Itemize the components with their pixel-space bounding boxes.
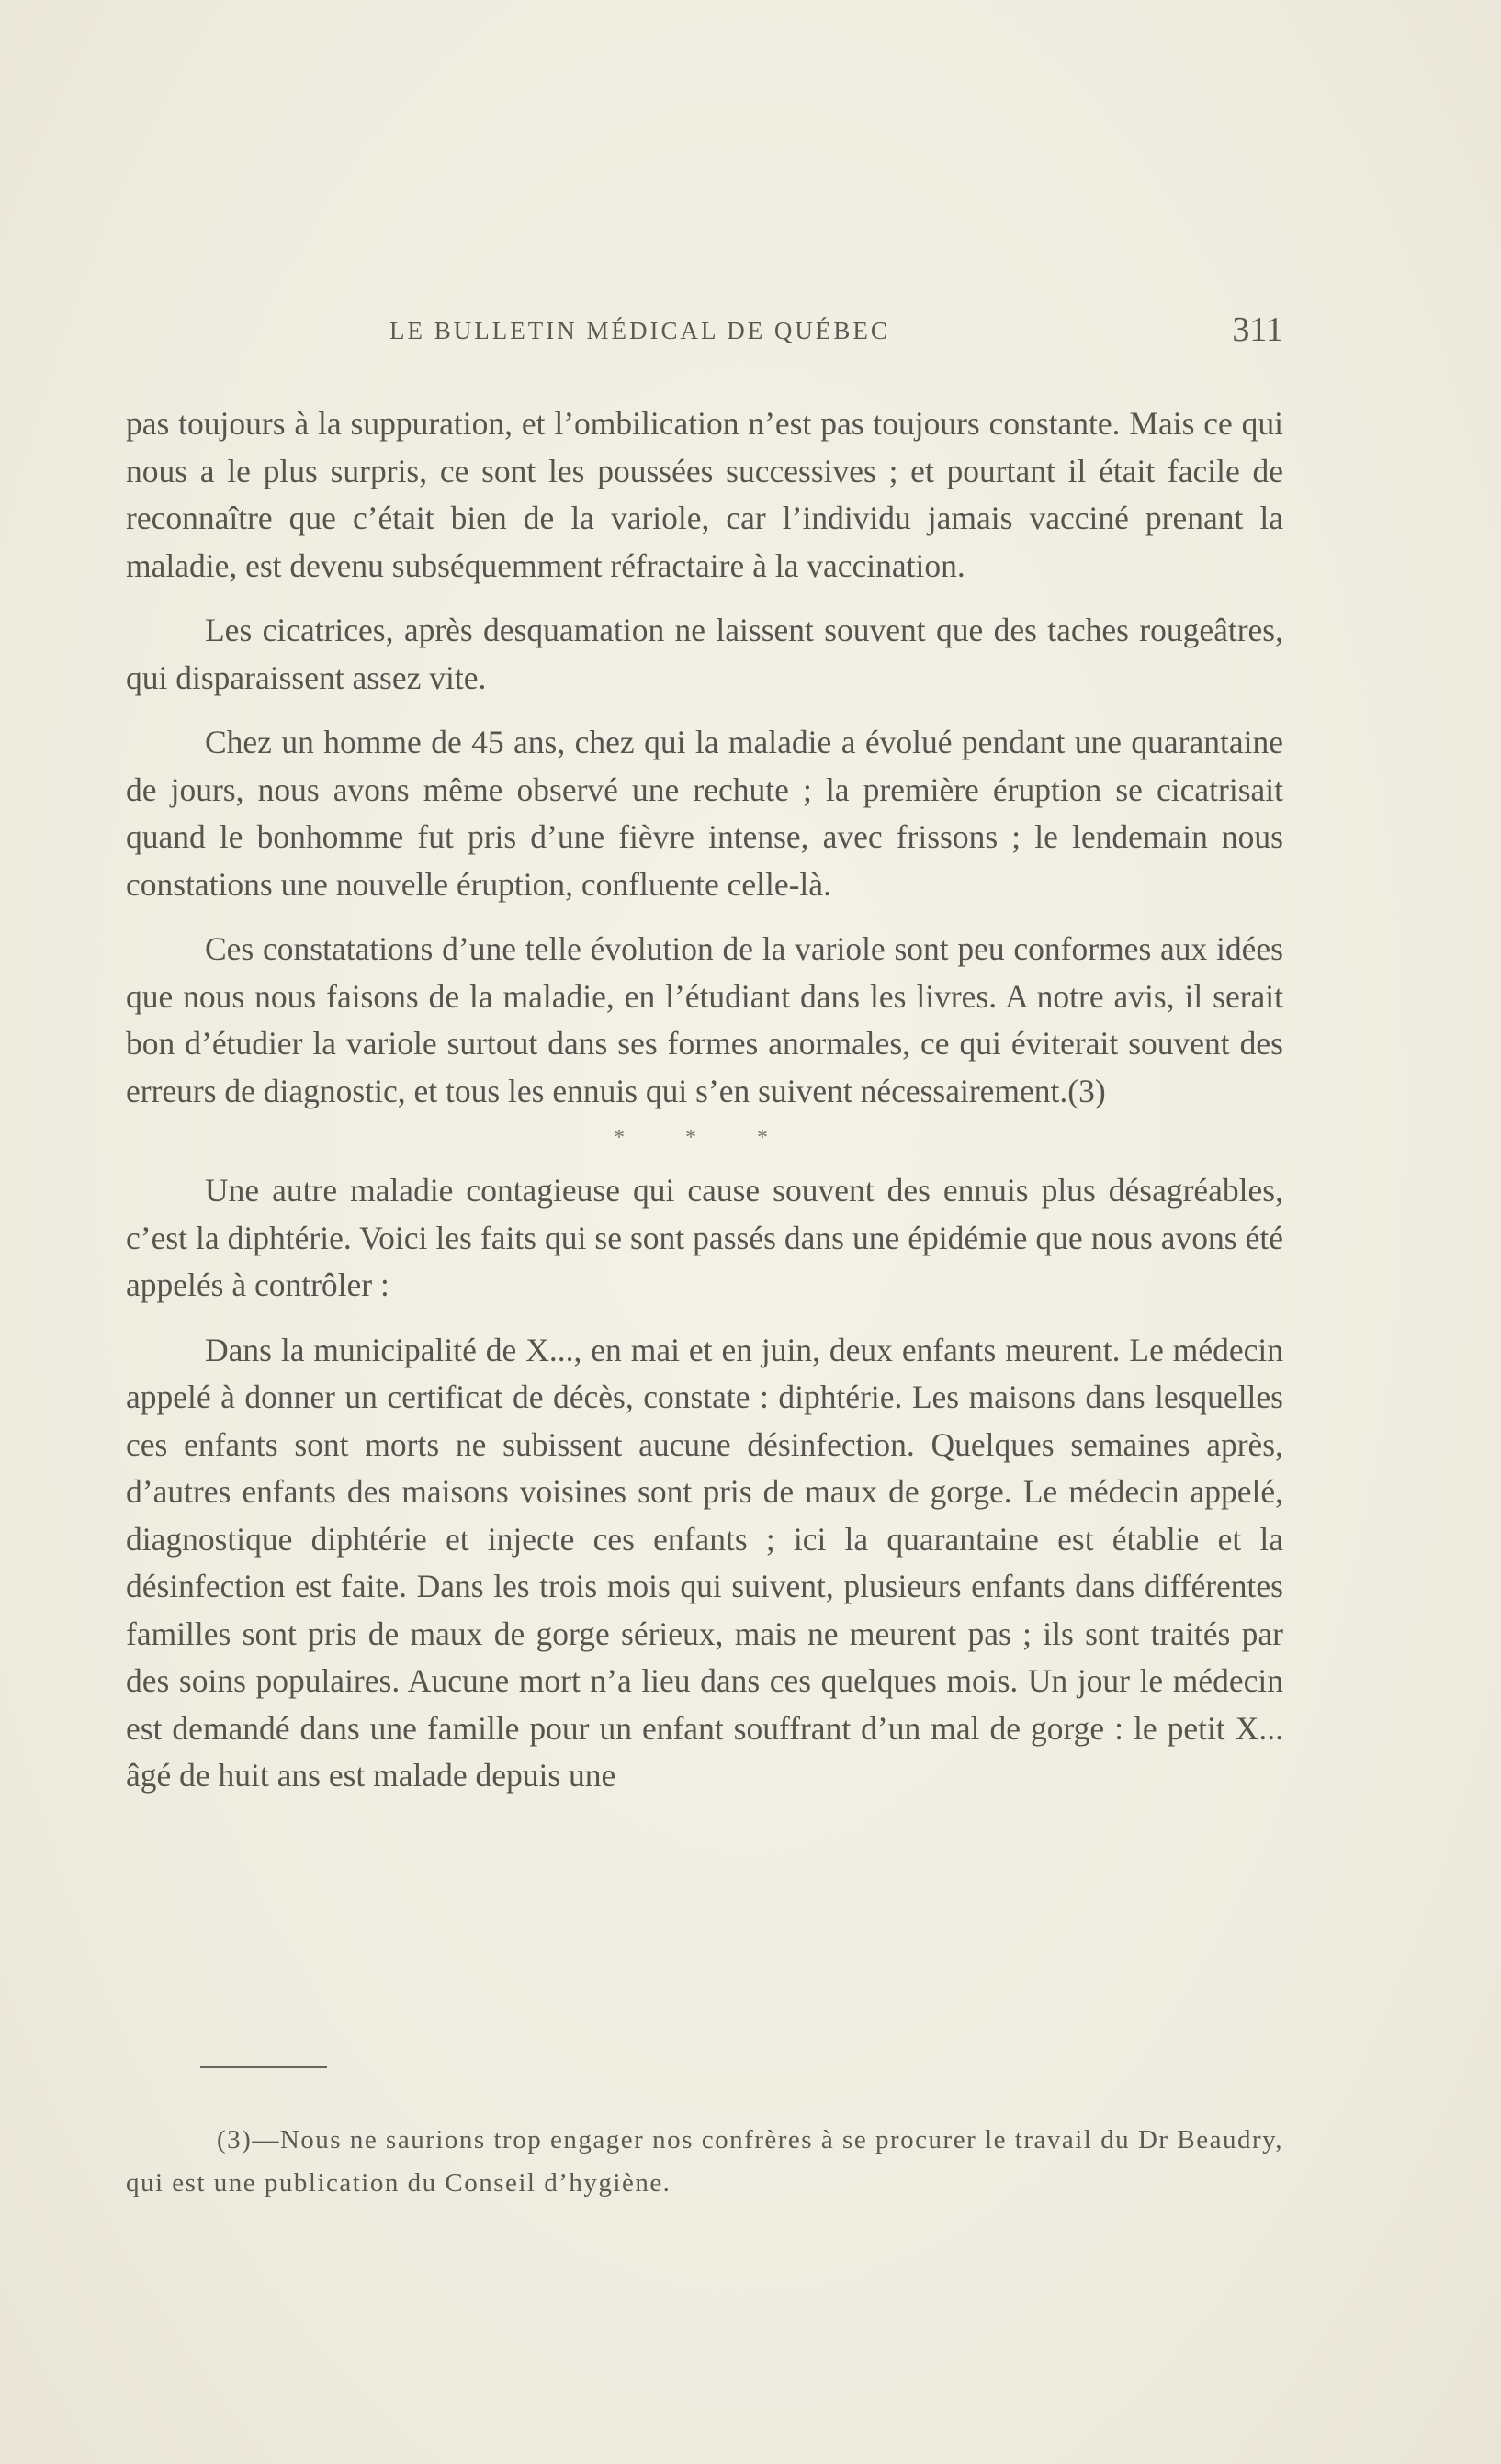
section-separator: * * * [614,1126,796,1150]
paragraph-constatations: Ces constatations d’une telle évolution de la variole sont peu conformes aux idées que nous nous faisons de la maladie, en l’étudiant dans les livres. A notre avis, il serait bon d’étudier la variole surtout dans ses formes anormales, ce qui éviterait souvent des erreurs de diagnostic, et tous les ennuis qui s’en suivent nécessairement.(3) [126,930,1283,1109]
paragraph-continuation: pas toujours à la suppuration, et l’ombilication n’est pas toujours constante. Mais ce qui nous a le plus surpris, ce sont les poussées successives ; et pourtant il était facile de reconnaître que c’était bien de la variole, car l’individu jamais vacciné prenant la maladie, est devenu subséquemment réfractaire à la vaccination. [126,405,1283,584]
paragraph-diphterie: Une autre maladie contagieuse qui cause souvent des ennuis plus désagréables, c’est la diphtérie. Voici les faits qui se sont passés dans une épidémie que nous avons été appelés à contrôler : [126,1172,1283,1303]
body-text [126,400,1283,1817]
paragraph-rechute: Chez un homme de 45 ans, chez qui la maladie a évolué pendant une quarantaine de jours, nous avons même observé une rechute ; la première éruption se cicatrisait quand le bonhomme fut pris d’une fièvre intense, avec frissons ; le lendemain nous constations une nouvelle éruption, confluente celle-là. [126,724,1283,903]
footnote: (3)—Nous ne saurions trop engager nos confrères à se procurer le travail du Dr Beaudry, qui est une publication du Conseil d’hygiène. [126,2125,1283,2198]
running-title: LE BULLETIN MÉDICAL DE QUÉBEC [389,317,890,344]
paragraph-cicatrices: Les cicatrices, après desquamation ne laissent souvent que des taches rougeâtres, qui disparaissent assez vite. [126,612,1283,696]
page-header [126,309,1283,355]
page-number: 311 [1232,310,1283,349]
paragraph-municipalite: Dans la municipalité de X..., en mai et en juin, deux enfants meurent. Le médecin appelé à donner un certificat de décès, constate : diphtérie. Les maisons dans lesquelles ces enfants sont morts ne subissent aucune désinfection. Quelques semaines après, d’autres enfants des maisons voisines sont pris de maux de gorge. Le médecin appelé, diagnostique diphtérie et injecte ces enfants ; ici la quarantaine est établie et la désinfection est faite. Dans les trois mois qui suivent, plusieurs enfants dans différentes familles sont pris de maux de gorge sérieux, mais ne meurent pas ; ils sont traités par des soins populaires. Aucune mort n’a lieu dans ces quelques mois. Un jour le médecin est demandé dans une famille pour un enfant souffrant d’un mal de gorge : le petit X... âgé de huit ans est malade depuis une [126,1331,1283,1794]
footnote-divider [200,2066,327,2068]
